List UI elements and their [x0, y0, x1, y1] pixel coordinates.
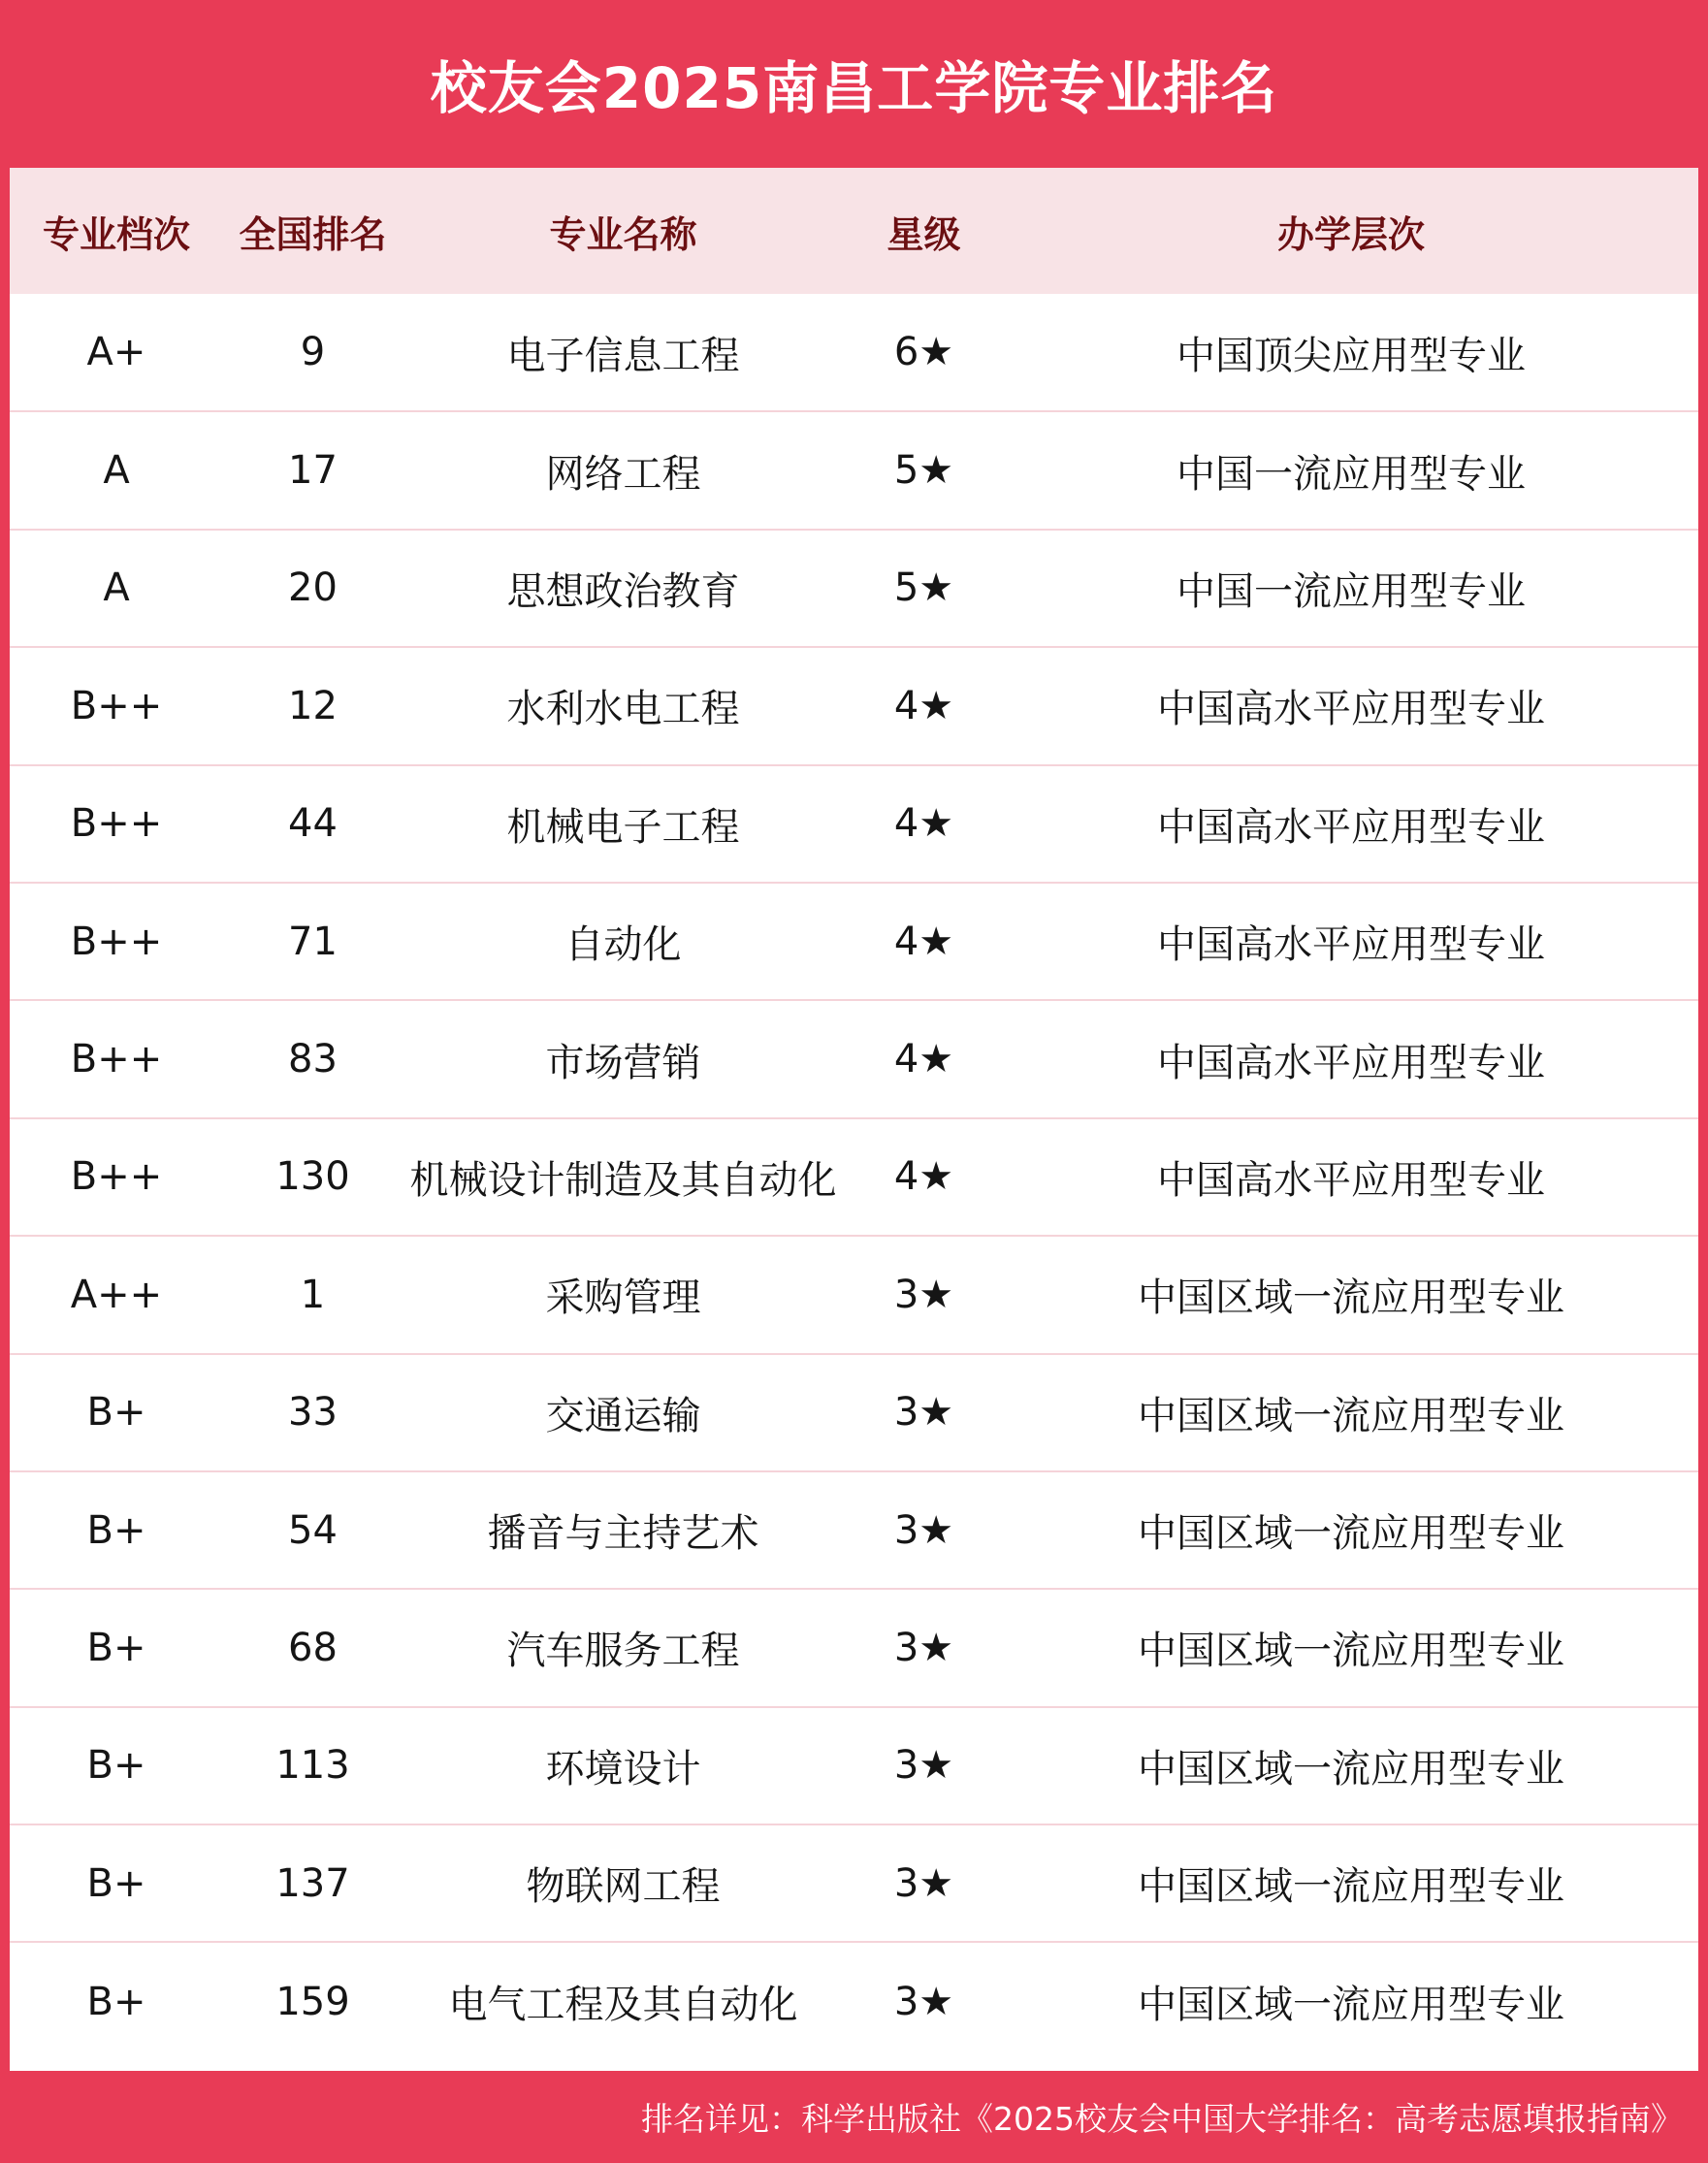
- cell-star-level: 4★: [844, 765, 1004, 883]
- cell-national-rank: 54: [223, 1471, 403, 1589]
- cell-national-rank: 17: [223, 411, 403, 529]
- cell-grade: B+: [10, 1824, 223, 1942]
- cell-grade: A+: [86, 330, 146, 375]
- cell-major-name: 交通运输: [403, 1354, 844, 1471]
- cell-grade: B+: [10, 1354, 223, 1471]
- page-title: 校友会2025南昌工学院专业排名: [430, 55, 1278, 121]
- cell-national-rank: 1: [223, 1236, 403, 1353]
- cell-level: 中国区域一流应用型专业: [1004, 1589, 1698, 1706]
- cell-star-level: 4★: [844, 647, 1004, 764]
- cell-level: 中国区域一流应用型专业: [1004, 1707, 1698, 1824]
- source-footer: 排名详见：科学出版社《2025校友会中国大学排名：高考志愿填报指南》: [641, 2100, 1683, 2138]
- cell-star-level: 6★: [893, 330, 954, 375]
- cell-level: 中国顶尖应用型专业: [1176, 333, 1526, 378]
- cell-major-name: 电气工程及其自动化: [403, 1942, 844, 2059]
- cell-star-level: 3★: [844, 1707, 1004, 1824]
- cell-star-level: 3★: [844, 1354, 1004, 1471]
- table-row: [10, 530, 1698, 647]
- ranking-table-container: [10, 168, 1698, 2071]
- cell-star-level: 3★: [844, 1589, 1004, 1706]
- ranking-table: [10, 168, 1698, 2060]
- cell-major-name: 机械电子工程: [403, 765, 844, 883]
- table-row: [10, 1471, 1698, 1589]
- table-body: [10, 294, 1698, 2060]
- header-star-level: 星级: [886, 212, 961, 256]
- table-header-row: [10, 168, 1698, 294]
- table-row: [10, 647, 1698, 764]
- cell-national-rank: 68: [223, 1589, 403, 1706]
- cell-national-rank: 20: [223, 530, 403, 647]
- table-row: [10, 1589, 1698, 1706]
- cell-national-rank: 113: [223, 1707, 403, 1824]
- header-grade: 专业档次: [42, 212, 190, 256]
- cell-national-rank: 12: [223, 647, 403, 764]
- cell-grade: B++: [10, 647, 223, 764]
- cell-grade: B+: [10, 1471, 223, 1589]
- cell-level: 中国高水平应用型专业: [1004, 765, 1698, 883]
- cell-national-rank: 159: [223, 1942, 403, 2059]
- cell-level: 中国区域一流应用型专业: [1004, 1236, 1698, 1353]
- table-row: [10, 1236, 1698, 1353]
- cell-level: 中国区域一流应用型专业: [1004, 1471, 1698, 1589]
- cell-major-name: 环境设计: [403, 1707, 844, 1824]
- cell-major-name: 机械设计制造及其自动化: [403, 1118, 844, 1236]
- cell-national-rank: 9: [300, 330, 326, 375]
- cell-level: 中国区域一流应用型专业: [1004, 1354, 1698, 1471]
- table-row: [10, 1707, 1698, 1824]
- cell-star-level: 4★: [844, 1000, 1004, 1117]
- cell-national-rank: 137: [223, 1824, 403, 1942]
- cell-star-level: 3★: [844, 1471, 1004, 1589]
- cell-major-name: 播音与主持艺术: [403, 1471, 844, 1589]
- cell-national-rank: 44: [223, 765, 403, 883]
- cell-star-level: 5★: [844, 411, 1004, 529]
- header-national-rank: 全国排名: [239, 212, 387, 256]
- cell-level: 中国高水平应用型专业: [1004, 1000, 1698, 1117]
- cell-major-name: 网络工程: [403, 411, 844, 529]
- table-row: [10, 1000, 1698, 1117]
- table-row: [10, 411, 1698, 529]
- cell-level: 中国高水平应用型专业: [1004, 1118, 1698, 1236]
- cell-grade: B++: [10, 765, 223, 883]
- cell-grade: A: [10, 530, 223, 647]
- cell-grade: B++: [10, 1118, 223, 1236]
- cell-star-level: 3★: [844, 1824, 1004, 1942]
- table-row: [10, 765, 1698, 883]
- table-header: [10, 168, 1698, 294]
- cell-level: 中国高水平应用型专业: [1004, 647, 1698, 764]
- table-row: [10, 1824, 1698, 1942]
- cell-level: 中国一流应用型专业: [1004, 411, 1698, 529]
- cell-major-name: 电子信息工程: [506, 333, 740, 378]
- cell-star-level: 3★: [844, 1236, 1004, 1353]
- cell-grade: A++: [10, 1236, 223, 1353]
- cell-grade: B++: [10, 1000, 223, 1117]
- table-row: [10, 883, 1698, 1000]
- table-row: [10, 1942, 1698, 2059]
- cell-national-rank: 130: [223, 1118, 403, 1236]
- cell-grade: B++: [10, 883, 223, 1000]
- cell-major-name: 物联网工程: [403, 1824, 844, 1942]
- table-row: [10, 294, 1698, 411]
- cell-major-name: 思想政治教育: [403, 530, 844, 647]
- cell-national-rank: 83: [223, 1000, 403, 1117]
- table-row: [10, 1354, 1698, 1471]
- cell-grade: B+: [10, 1589, 223, 1706]
- cell-star-level: 4★: [844, 1118, 1004, 1236]
- cell-level: 中国区域一流应用型专业: [1004, 1942, 1698, 2059]
- cell-level: 中国区域一流应用型专业: [1004, 1824, 1698, 1942]
- cell-major-name: 市场营销: [403, 1000, 844, 1117]
- header-major-name: 专业名称: [549, 212, 697, 256]
- header-level: 办学层次: [1276, 212, 1425, 256]
- cell-star-level: 4★: [844, 883, 1004, 1000]
- cell-star-level: 3★: [844, 1942, 1004, 2059]
- cell-grade: B+: [10, 1707, 223, 1824]
- cell-national-rank: 71: [223, 883, 403, 1000]
- cell-major-name: 水利水电工程: [403, 647, 844, 764]
- cell-major-name: 自动化: [403, 883, 844, 1000]
- cell-major-name: 采购管理: [403, 1236, 844, 1353]
- cell-level: 中国一流应用型专业: [1004, 530, 1698, 647]
- cell-national-rank: 33: [223, 1354, 403, 1471]
- table-row: [10, 1118, 1698, 1236]
- cell-grade: A: [10, 411, 223, 529]
- cell-grade: B+: [10, 1942, 223, 2059]
- cell-major-name: 汽车服务工程: [403, 1589, 844, 1706]
- cell-level: 中国高水平应用型专业: [1004, 883, 1698, 1000]
- cell-star-level: 5★: [844, 530, 1004, 647]
